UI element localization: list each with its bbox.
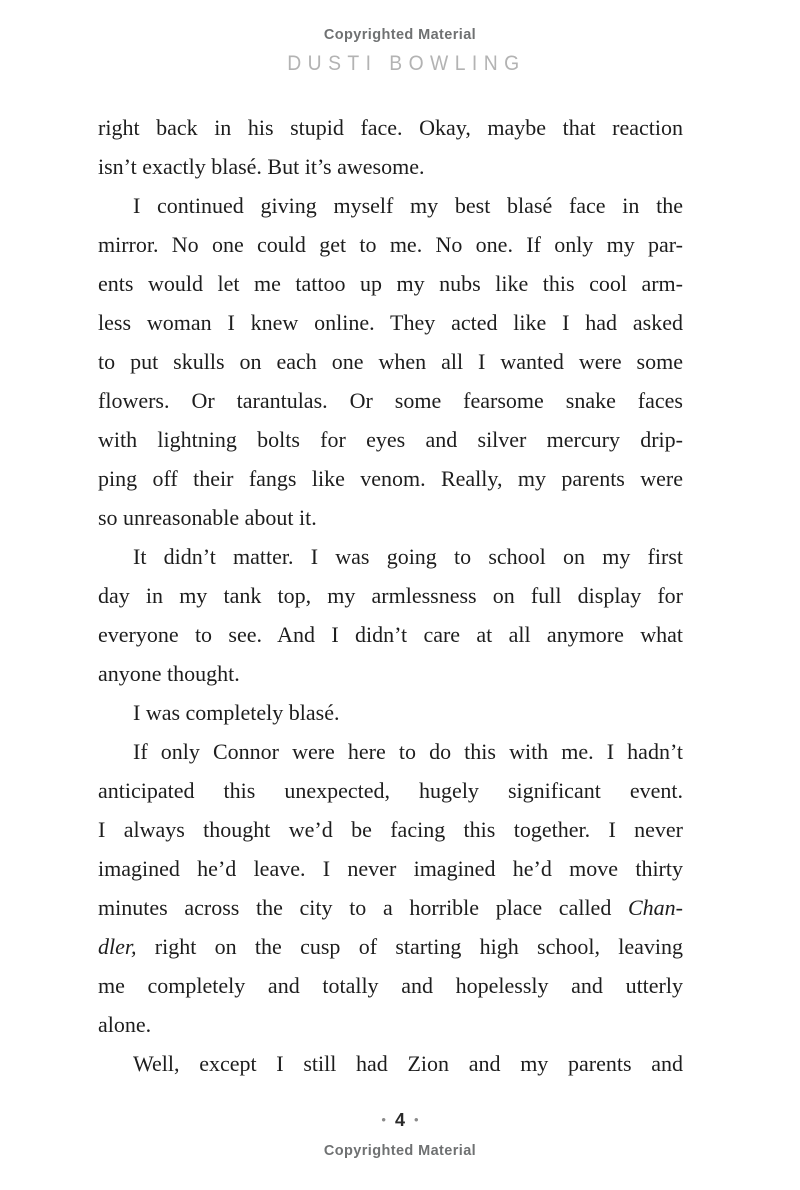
text-line: dler, right on the cusp of starting high school, leaving <box>98 934 683 959</box>
text-line: so unreasonable about it. <box>98 505 317 530</box>
page-number-dot-right: • <box>414 1112 419 1127</box>
page-number-row <box>0 1110 800 1131</box>
text-line: minutes across the city to a horrible place called Chan- <box>98 895 683 920</box>
text-line: day in my tank top, my armlessness on full display for <box>98 583 683 608</box>
author-name: DUSTI BOWLING <box>287 52 526 75</box>
text-line: It didn’t matter. I was going to school on my first <box>133 544 683 569</box>
text-line: me completely and totally and hopelessly and utterly <box>98 973 683 998</box>
text-line: ping off their fangs like venom. Really, my parents were <box>98 466 683 491</box>
text-line: I always thought we’d be facing this together. I never <box>98 817 683 842</box>
bottom-copyright-notice: Copyrighted Material <box>323 1143 477 1159</box>
text-line: with lightning bolts for eyes and silver mercury drip- <box>98 427 683 452</box>
text-line: If only Connor were here to do this with me. I hadn’t <box>133 739 683 764</box>
text-line: anticipated this unexpected, hugely significant event. <box>98 778 683 803</box>
text-line: I continued giving myself my best blasé face in the <box>133 193 683 218</box>
text-line: anyone thought. <box>98 661 240 686</box>
page-number-dot-left: • <box>381 1112 386 1127</box>
text-line: I was completely blasé. <box>133 700 340 725</box>
text-line: right back in his stupid face. Okay, maybe that reaction <box>98 115 683 140</box>
page-number: 4 <box>394 1110 405 1130</box>
text-line: less woman I knew online. They acted like I had asked <box>98 310 683 335</box>
text-line: ents would let me tattoo up my nubs like this cool arm- <box>98 271 683 296</box>
top-copyright-notice: Copyrighted Material <box>323 27 477 43</box>
text-line: mirror. No one could get to me. No one. If only my par- <box>98 232 683 257</box>
text-line: flowers. Or tarantulas. Or some fearsome snake faces <box>98 388 683 413</box>
text-line: to put skulls on each one when all I wanted were some <box>98 349 683 374</box>
body-text <box>98 108 683 1083</box>
text-line: Well, except I still had Zion and my parents and <box>133 1051 683 1076</box>
text-line: alone. <box>98 1012 152 1037</box>
text-line: imagined he’d leave. I never imagined he’d move thirty <box>98 856 683 881</box>
text-line: isn’t exactly blasé. But it’s awesome. <box>98 154 425 179</box>
text-line: everyone to see. And I didn’t care at all anymore what <box>98 622 683 647</box>
